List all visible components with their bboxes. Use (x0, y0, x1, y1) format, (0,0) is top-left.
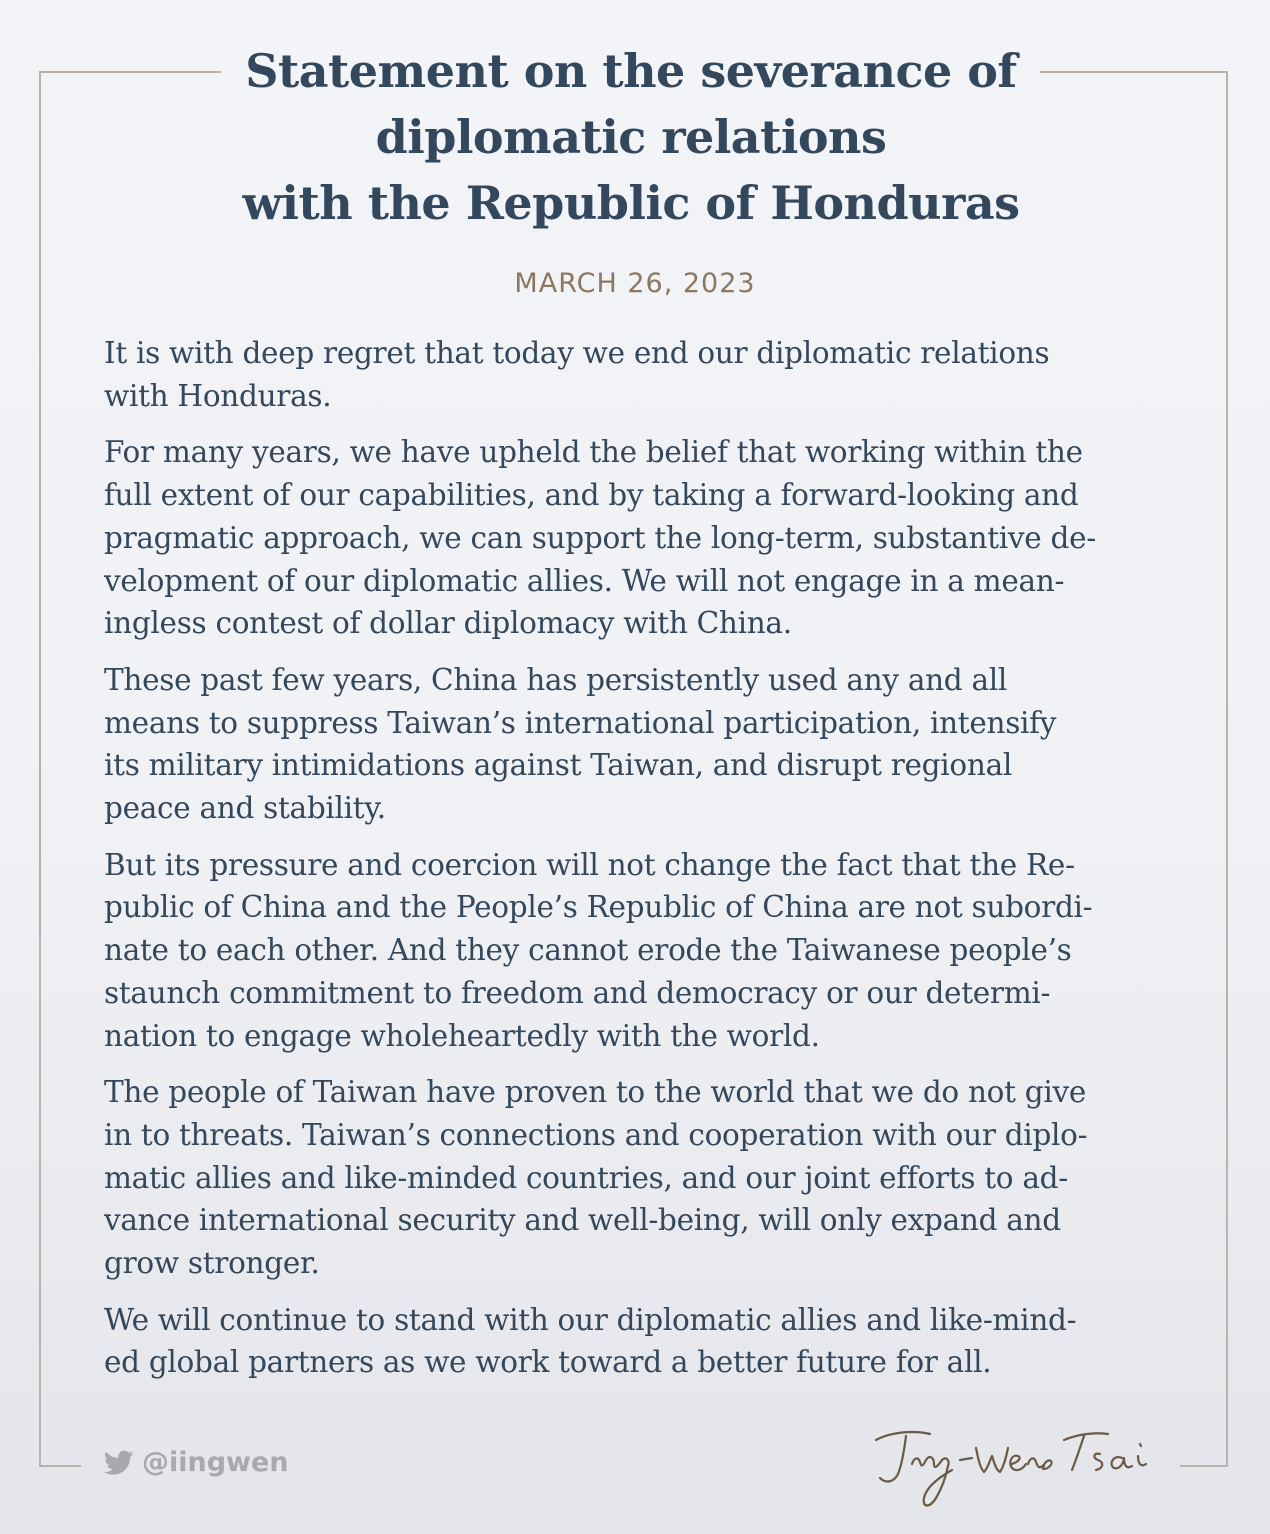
title-line: Statement on the severance of (245, 44, 1017, 98)
text-line: in to threats. Taiwan’s connections and cooperation with our diplo- (104, 1117, 1088, 1152)
paragraph (104, 1071, 1184, 1285)
text-line: with Honduras. (104, 378, 332, 413)
statement-body (104, 332, 1184, 1398)
frame-top-left-rule (39, 71, 221, 73)
text-line: full extent of our capabilities, and by taking a forward-looking and (104, 478, 1079, 513)
text-line: matic allies and like-minded countries, and our joint efforts to ad- (104, 1160, 1068, 1195)
signature-image (868, 1418, 1168, 1514)
text-line: nation to engage wholeheartedly with the world. (104, 1018, 820, 1053)
frame-bottom-left-rule (39, 1465, 81, 1467)
statement-title (225, 38, 1037, 236)
text-line: ingless contest of dollar diplomacy with China. (104, 606, 792, 641)
frame-top-right-rule (1040, 71, 1228, 73)
twitter-handle[interactable] (104, 1447, 289, 1478)
text-line: velopment of our diplomatic allies. We will not engage in a mean- (104, 563, 1065, 598)
frame-bottom-right-rule (1180, 1465, 1228, 1467)
text-line: But its pressure and coercion will not change the fact that the Re- (104, 847, 1075, 882)
text-line: its military intimidations against Taiwan, and disrupt regional (104, 748, 1012, 783)
title-line: diplomatic relations (375, 110, 887, 164)
paragraph (104, 659, 1184, 830)
text-line: public of China and the People’s Republic of China are not subordi- (104, 890, 1093, 925)
text-line: staunch commitment to freedom and democracy or our determi- (104, 975, 1051, 1010)
twitter-bird-icon (104, 1450, 134, 1476)
text-line: vance international security and well-being, will only expand and (104, 1203, 1061, 1238)
text-line: We will continue to stand with our diplomatic allies and like-mind- (104, 1302, 1077, 1337)
text-line: nate to each other. And they cannot erode the Taiwanese people’s (104, 933, 1072, 968)
text-line: means to suppress Taiwan’s international participation, intensify (104, 705, 1057, 740)
paragraph (104, 332, 1184, 417)
text-line: These past few years, China has persistently used any and all (104, 662, 1008, 697)
statement-date: MARCH 26, 2023 (514, 268, 756, 299)
paragraph (104, 844, 1184, 1058)
text-line: It is with deep regret that today we end our diplomatic relations (104, 336, 1050, 370)
text-line: ed global partners as we work toward a better future for all. (104, 1345, 992, 1380)
text-line: grow stronger. (104, 1246, 320, 1281)
text-line: The people of Taiwan have proven to the world that we do not give (104, 1075, 1086, 1110)
paragraph (104, 431, 1184, 645)
title-line: with the Republic of Honduras (242, 176, 1020, 230)
text-line: pragmatic approach, we can support the long-term, substantive de- (104, 520, 1096, 555)
twitter-handle-text: @iingwen (142, 1447, 289, 1478)
text-line: peace and stability. (104, 791, 386, 826)
paragraph (104, 1299, 1184, 1384)
text-line: For many years, we have upheld the belief that working within the (104, 435, 1083, 470)
